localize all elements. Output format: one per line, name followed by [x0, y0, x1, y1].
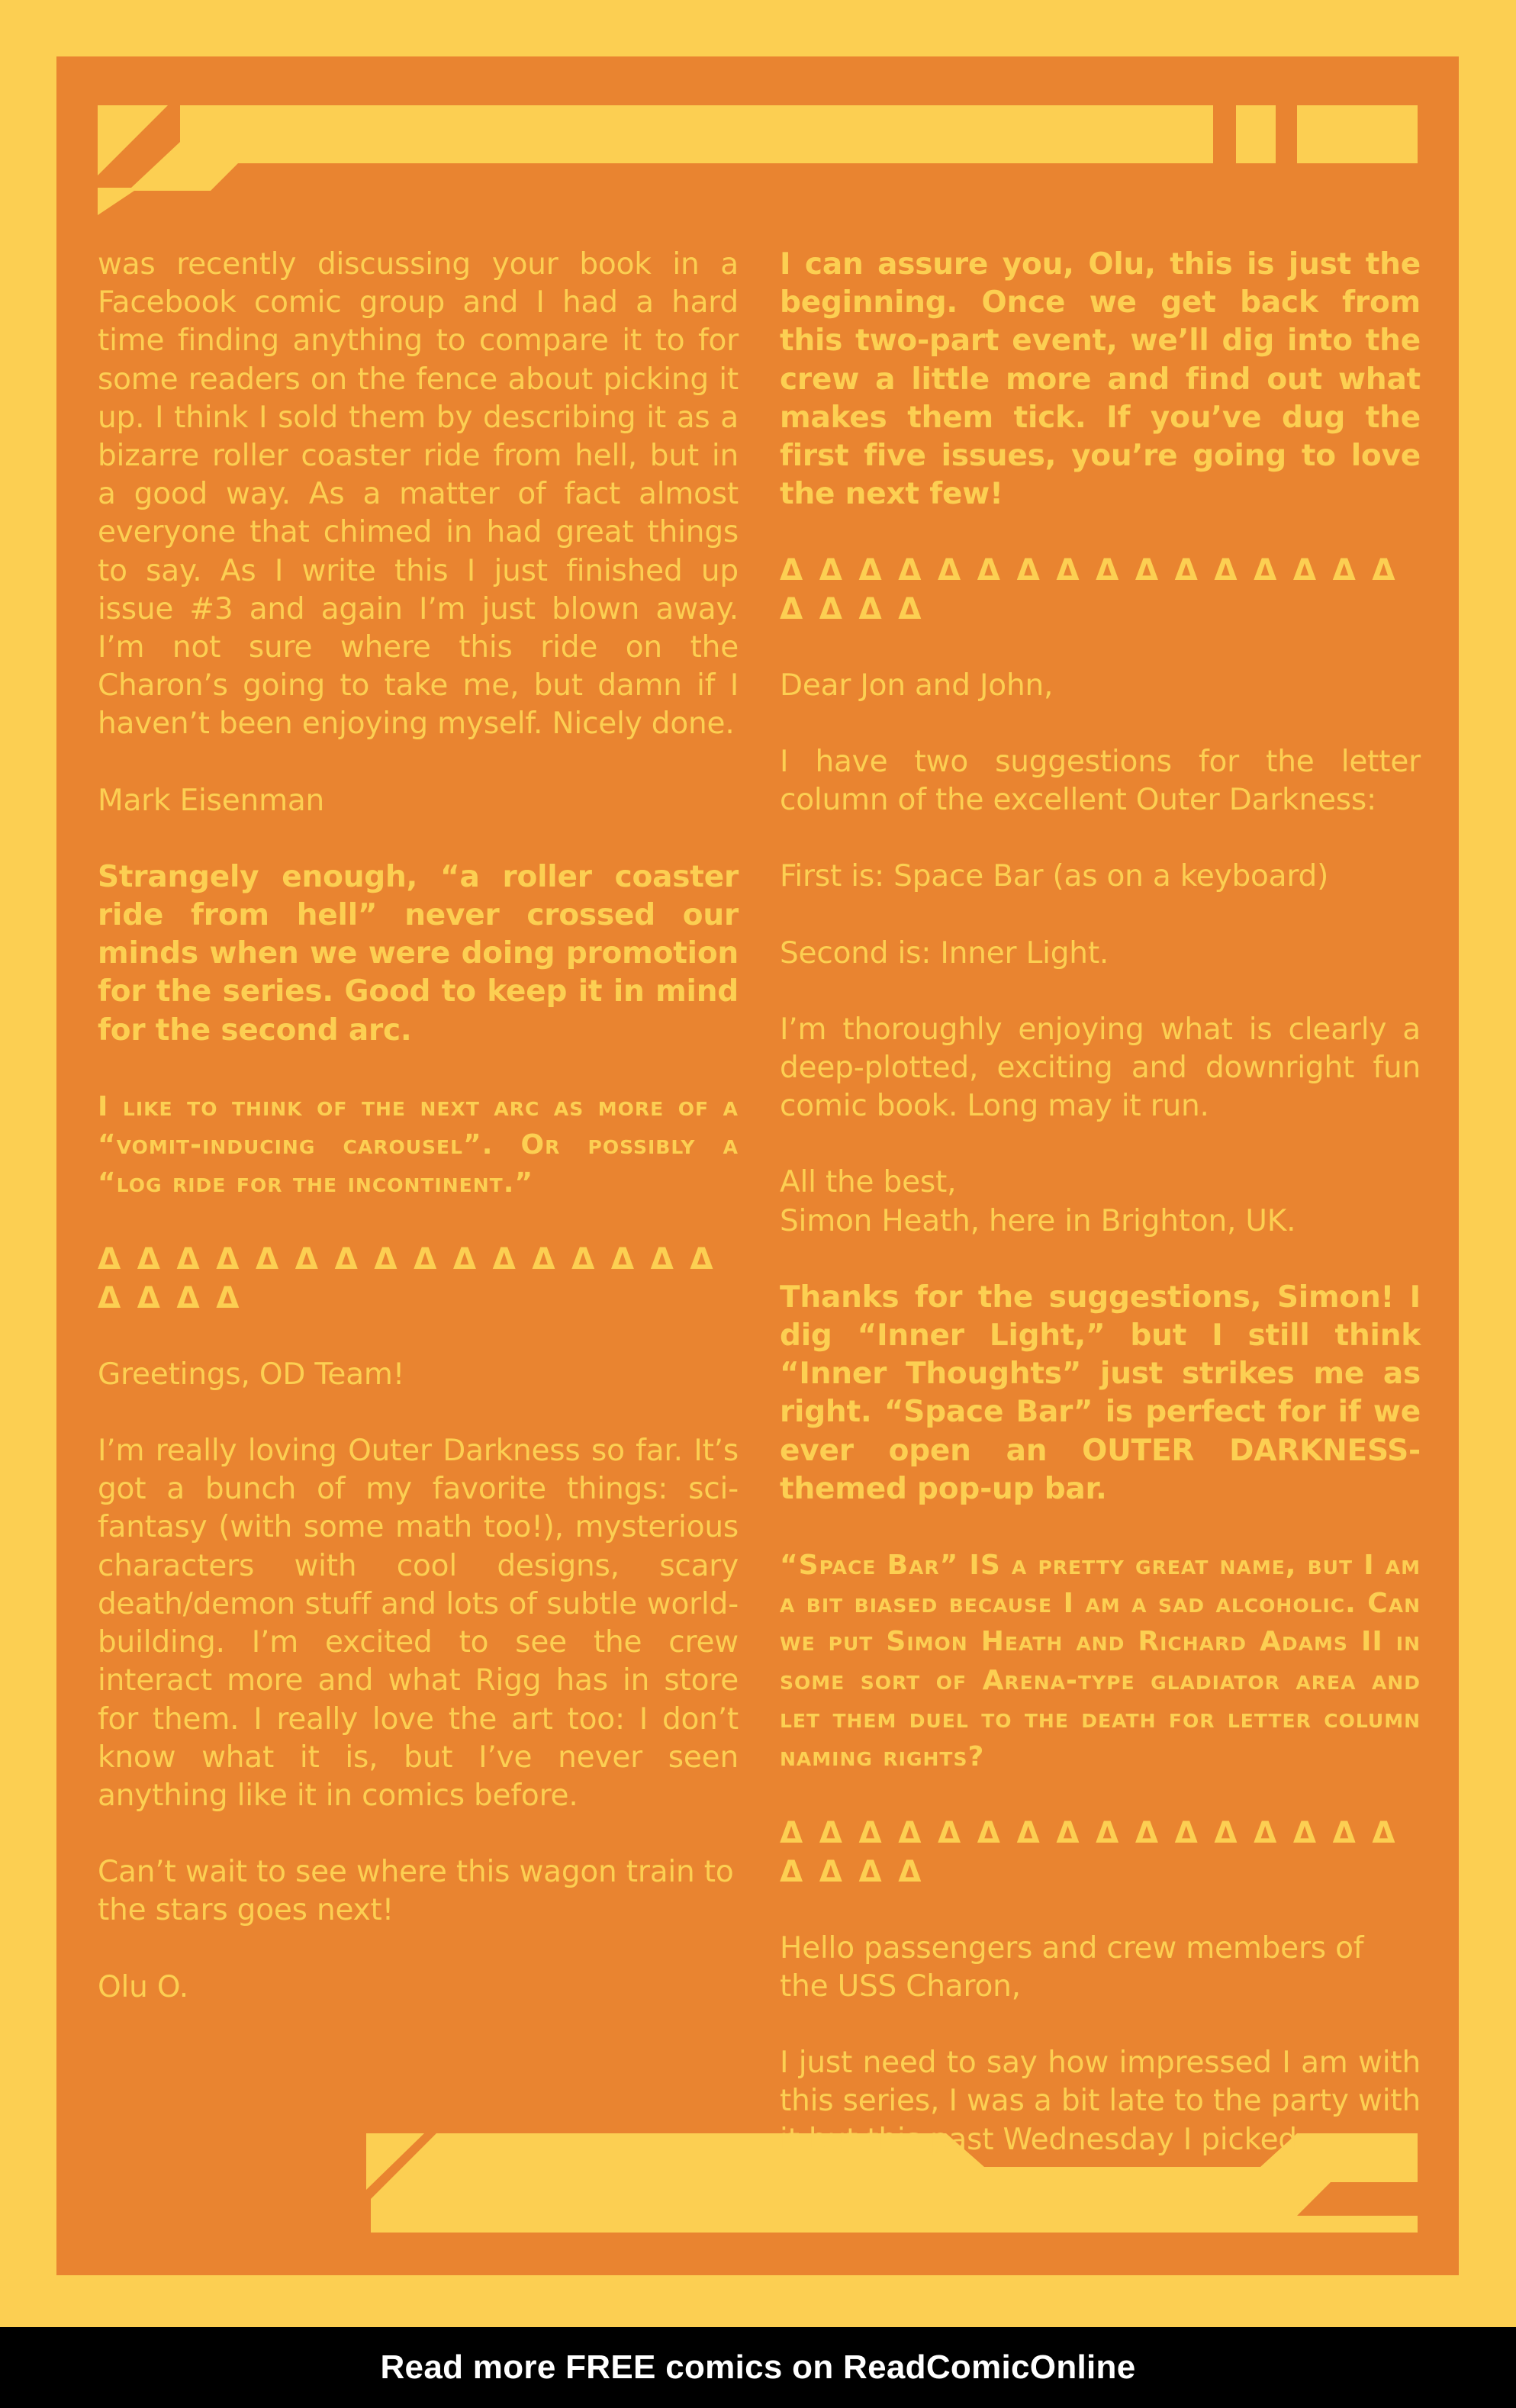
triangle-divider: Δ Δ Δ Δ Δ Δ Δ Δ Δ Δ Δ Δ Δ Δ Δ Δ Δ Δ Δ Δ: [98, 1242, 716, 1315]
editor-reply-smallcaps: I like to think of the next arc as more of a “vomit-inducing carousel”. Or possibly a “log ride for the incontinent.”: [98, 1090, 739, 1199]
letter-greeting-simon: Dear Jon and John,: [780, 668, 1054, 703]
letter-greeting: Greetings, OD Team!: [98, 1357, 405, 1392]
letter-signature-simon: All the best, Simon Heath, here in Brighton, UK.: [780, 1165, 1296, 1238]
letter-olu-closing: Can’t wait to see where this wagon train to the stars goes next!: [98, 1855, 734, 1928]
letter-simon-suggestion-1: First is: Space Bar (as on a keyboard): [780, 859, 1329, 894]
footer-link-text[interactable]: Read more FREE comics on ReadComicOnline: [380, 2348, 1136, 2386]
letter-passengers-body: I just need to say how impressed I am with this series, I was a bit late to the party with it but this past Wednesday I picked: [780, 2046, 1421, 2157]
letter-simon-body: I’m thoroughly enjoying what is clearly a deep-plotted, exciting and downright fun comic book. Long may it run.: [780, 1012, 1421, 1124]
top-frame-tab-small: [1236, 105, 1276, 163]
editor-reply-simon: Thanks for the suggestions, Simon! I dig “Inner Light,” but I still think “Inner Thoughts” just strikes me as right. “Space Bar” is perfect for if we ever open an OUTER DARKNESS-themed pop-up bar.: [780, 1280, 1421, 1506]
letter-olu-body: I’m really loving Outer Darkness so far. It’s got a bunch of my favorite things: sci-fantasy (with some math too!), mysterious characters with cool designs, scary death/demon stuff and lots of subtle world-building. I’m excited to see the crew interact more and what Rigg has in store for them. I really love the art too: I don’t know what it is, but I’ve never seen anything like it in comics before.: [98, 1434, 739, 1813]
letter-simon-intro: I have two suggestions for the letter column of the excellent Outer Darkness:: [780, 745, 1421, 818]
footer-banner[interactable]: [0, 2327, 1516, 2408]
letter-greeting-passengers: Hello passengers and crew members of the USS Charon,: [780, 1930, 1364, 2004]
editor-reply-bold: Strangely enough, “a roller coaster ride from hell” never crossed our minds when we were doing promotion for the series. Good to keep it in mind for the second arc.: [98, 859, 739, 1048]
top-frame-band: [98, 105, 1213, 215]
triangle-divider: Δ Δ Δ Δ Δ Δ Δ Δ Δ Δ Δ Δ Δ Δ Δ Δ Δ Δ Δ Δ: [780, 1816, 1399, 1889]
editor-reply-olu: I can assure you, Olu, this is just the beginning. Once we get back from this two-part event, we’ll dig into the crew a little more and find out what makes them tick. If you’ve dug the first five issues, you’re going to love the next few!: [780, 247, 1421, 512]
letter-mark-body: was recently discussing your book in a Facebook comic group and I had a hard time finding anything to compare it to for some readers on the fence about picking it up. I think I sold them by describing it as a bizarre roller coaster ride from hell, but in a good way. As a matter of fact almost everyone that chimed in had great things to say. As I write this I just finished up issue #3 and again I’m just blown away. I’m not sure where this ride on the Charon’s going to take me, but damn if I haven’t been enjoying myself. Nicely done.: [98, 247, 739, 742]
right-letters-column: [780, 246, 1421, 2197]
letter-simon-suggestion-2: Second is: Inner Light.: [780, 935, 1109, 971]
triangle-divider: Δ Δ Δ Δ Δ Δ Δ Δ Δ Δ Δ Δ Δ Δ Δ Δ Δ Δ Δ Δ: [780, 553, 1399, 626]
editor-reply-smallcaps-simon: “Space Bar” IS a pretty great name, but I am a bit biased because I am a sad alcoholic. Can we put Simon Heath and Richard Adams II in some sort of Arena-type gladiator area and let them duel to the death for letter column naming rights?: [780, 1550, 1421, 1773]
letter-signature-olu: Olu O.: [98, 1969, 188, 2004]
letter-signature-mark: Mark Eisenman: [98, 783, 325, 818]
left-letters-column: [98, 246, 739, 2045]
top-frame-tab-right: [1297, 105, 1418, 163]
